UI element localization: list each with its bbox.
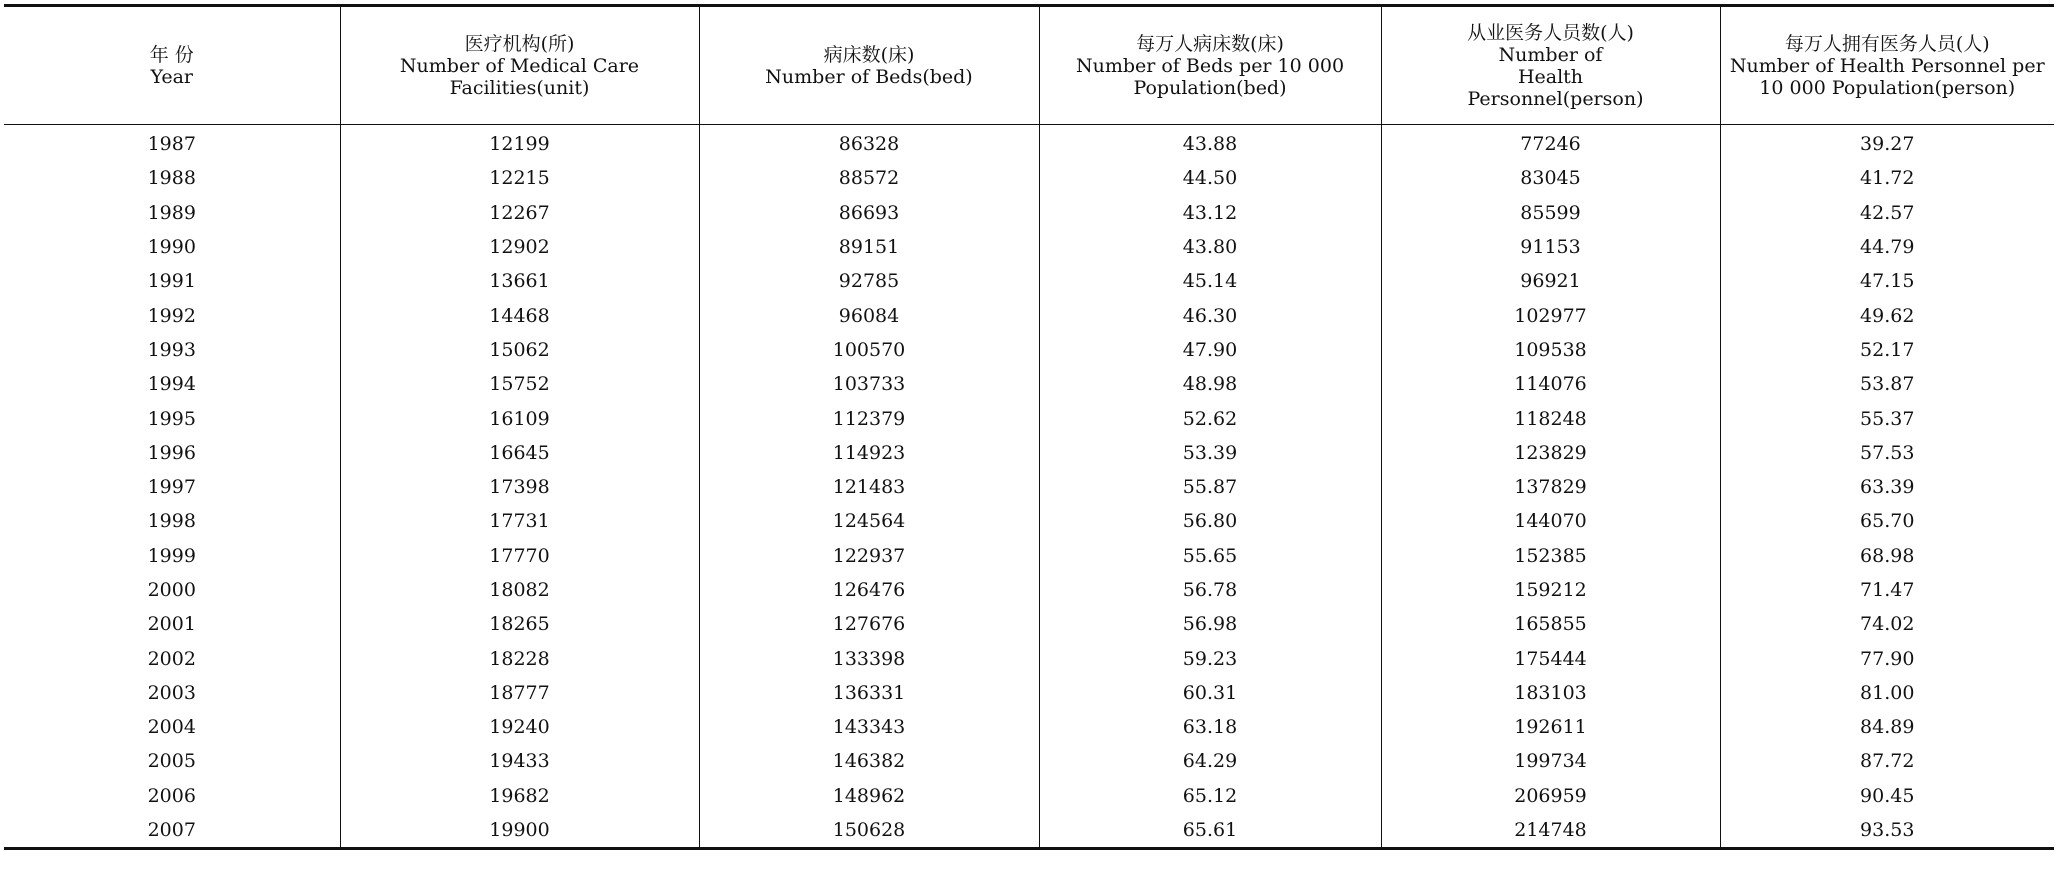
cell-facilities: 14468 <box>340 298 699 332</box>
cell-beds: 88572 <box>699 161 1039 195</box>
table-row <box>4 230 2054 264</box>
cell-year: 1994 <box>147 373 196 396</box>
table-body <box>4 125 2054 849</box>
cell-beds-per-10000: 45.14 <box>1039 264 1381 298</box>
table-row <box>4 744 2054 778</box>
table-row <box>4 573 2054 607</box>
cell-health-personnel: 123829 <box>1381 436 1720 470</box>
cell-personnel-per-10000: 84.89 <box>1720 710 2054 744</box>
table-row <box>4 813 2054 849</box>
cell-facilities: 15752 <box>340 367 699 401</box>
cell-year: 1995 <box>147 407 196 430</box>
cell-facilities: 16645 <box>340 436 699 470</box>
cell-beds-per-10000: 56.78 <box>1039 573 1381 607</box>
cell-beds: 133398 <box>699 641 1039 675</box>
cell-facilities: 19433 <box>340 744 699 778</box>
cell-personnel-per-10000: 77.90 <box>1720 641 2054 675</box>
cell-health-personnel: 159212 <box>1381 573 1720 607</box>
table-row <box>4 607 2054 641</box>
cell-year: 2007 <box>147 819 196 842</box>
cell-year: 1992 <box>147 304 196 327</box>
header-beds-per-10000 <box>1039 6 1381 125</box>
cell-year: 2004 <box>147 716 196 739</box>
cell-personnel-per-10000: 39.27 <box>1720 125 2054 162</box>
cell-year: 2006 <box>147 784 196 807</box>
cell-beds-per-10000: 46.30 <box>1039 298 1381 332</box>
cell-facilities: 12199 <box>340 125 699 162</box>
table-row <box>4 436 2054 470</box>
cell-year: 1993 <box>147 338 196 361</box>
cell-facilities: 19240 <box>340 710 699 744</box>
cell-facilities: 12215 <box>340 161 699 195</box>
header-year-zh: 年 份 <box>149 43 194 66</box>
cell-health-personnel: 85599 <box>1381 196 1720 230</box>
table-row <box>4 333 2054 367</box>
cell-beds-per-10000: 56.98 <box>1039 607 1381 641</box>
statistics-table <box>4 4 2054 850</box>
table-row <box>4 367 2054 401</box>
cell-beds-per-10000: 65.12 <box>1039 779 1381 813</box>
cell-facilities: 19900 <box>340 813 699 849</box>
cell-beds: 92785 <box>699 264 1039 298</box>
cell-personnel-per-10000: 74.02 <box>1720 607 2054 641</box>
header-beds-per-10000-en: Number of Beds per 10 000 Population(bed) <box>1075 54 1345 99</box>
cell-beds-per-10000: 55.87 <box>1039 470 1381 504</box>
cell-personnel-per-10000: 41.72 <box>1720 161 2054 195</box>
header-beds-per-10000-zh: 每万人病床数(床) <box>1136 32 1284 55</box>
cell-year: 1998 <box>147 510 196 533</box>
cell-beds: 150628 <box>699 813 1039 849</box>
cell-year: 2003 <box>147 681 196 704</box>
cell-beds: 122937 <box>699 539 1039 573</box>
cell-year: 1988 <box>147 167 196 190</box>
cell-beds-per-10000: 60.31 <box>1039 676 1381 710</box>
cell-beds-per-10000: 53.39 <box>1039 436 1381 470</box>
header-facilities-en: Number of Medical Care Facilities(unit) <box>399 54 640 99</box>
cell-facilities: 18228 <box>340 641 699 675</box>
header-facilities-zh: 医疗机构(所) <box>464 32 575 55</box>
cell-beds: 124564 <box>699 504 1039 538</box>
cell-year: 2000 <box>147 579 196 601</box>
cell-beds-per-10000: 48.98 <box>1039 367 1381 401</box>
header-personnel-per-10000-en: Number of Health Personnel per 10 000 Population(person) <box>1729 54 2045 99</box>
table-row <box>4 161 2054 195</box>
table-row <box>4 676 2054 710</box>
cell-facilities: 18265 <box>340 607 699 641</box>
header-beds <box>699 6 1039 125</box>
cell-beds-per-10000: 59.23 <box>1039 641 1381 675</box>
cell-beds: 136331 <box>699 676 1039 710</box>
header-beds-zh: 病床数(床) <box>823 43 915 66</box>
cell-beds: 127676 <box>699 607 1039 641</box>
cell-beds: 146382 <box>699 744 1039 778</box>
cell-beds-per-10000: 47.90 <box>1039 333 1381 367</box>
cell-facilities: 12267 <box>340 196 699 230</box>
cell-health-personnel: 83045 <box>1381 161 1720 195</box>
cell-beds: 121483 <box>699 470 1039 504</box>
cell-year: 1997 <box>147 476 196 499</box>
cell-health-personnel: 102977 <box>1381 298 1720 332</box>
cell-health-personnel: 183103 <box>1381 676 1720 710</box>
cell-personnel-per-10000: 49.62 <box>1720 298 2054 332</box>
header-row <box>4 6 2054 125</box>
cell-health-personnel: 77246 <box>1381 125 1720 162</box>
table-row <box>4 125 2054 162</box>
cell-beds-per-10000: 52.62 <box>1039 401 1381 435</box>
cell-personnel-per-10000: 42.57 <box>1720 196 2054 230</box>
cell-beds: 103733 <box>699 367 1039 401</box>
cell-beds-per-10000: 63.18 <box>1039 710 1381 744</box>
cell-facilities: 13661 <box>340 264 699 298</box>
table-row <box>4 779 2054 813</box>
cell-beds-per-10000: 65.61 <box>1039 813 1381 849</box>
cell-beds-per-10000: 55.65 <box>1039 539 1381 573</box>
cell-facilities: 12902 <box>340 230 699 264</box>
header-health-personnel-zh: 从业医务人员数(人) <box>1467 21 1634 44</box>
cell-facilities: 19682 <box>340 779 699 813</box>
table-row <box>4 470 2054 504</box>
cell-beds-per-10000: 43.12 <box>1039 196 1381 230</box>
cell-beds: 126476 <box>699 573 1039 607</box>
table-row <box>4 504 2054 538</box>
cell-personnel-per-10000: 55.37 <box>1720 401 2054 435</box>
cell-beds: 86693 <box>699 196 1039 230</box>
cell-beds: 112379 <box>699 401 1039 435</box>
cell-year: 1996 <box>147 441 196 464</box>
header-facilities <box>340 6 699 125</box>
cell-beds-per-10000: 56.80 <box>1039 504 1381 538</box>
cell-health-personnel: 118248 <box>1381 401 1720 435</box>
cell-beds: 148962 <box>699 779 1039 813</box>
cell-beds: 96084 <box>699 298 1039 332</box>
cell-personnel-per-10000: 81.00 <box>1720 676 2054 710</box>
cell-health-personnel: 96921 <box>1381 264 1720 298</box>
cell-facilities: 16109 <box>340 401 699 435</box>
cell-health-personnel: 144070 <box>1381 504 1720 538</box>
header-year-en: Year <box>150 65 194 88</box>
cell-personnel-per-10000: 87.72 <box>1720 744 2054 778</box>
cell-health-personnel: 152385 <box>1381 539 1720 573</box>
table-row <box>4 710 2054 744</box>
header-personnel-per-10000 <box>1720 6 2054 125</box>
cell-health-personnel: 192611 <box>1381 710 1720 744</box>
cell-personnel-per-10000: 65.70 <box>1720 504 2054 538</box>
table-row <box>4 298 2054 332</box>
cell-year: 2002 <box>147 647 196 670</box>
cell-year: 2005 <box>147 750 196 773</box>
cell-health-personnel: 214748 <box>1381 813 1720 849</box>
cell-personnel-per-10000: 68.98 <box>1720 539 2054 573</box>
cell-health-personnel: 175444 <box>1381 641 1720 675</box>
cell-facilities: 18082 <box>340 573 699 607</box>
header-health-personnel <box>1381 6 1720 125</box>
cell-personnel-per-10000: 44.79 <box>1720 230 2054 264</box>
cell-year: 1989 <box>147 201 196 224</box>
cell-facilities: 17731 <box>340 504 699 538</box>
table-row <box>4 264 2054 298</box>
cell-personnel-per-10000: 52.17 <box>1720 333 2054 367</box>
cell-year: 1987 <box>147 133 196 156</box>
cell-personnel-per-10000: 63.39 <box>1720 470 2054 504</box>
cell-facilities: 17398 <box>340 470 699 504</box>
table-row <box>4 641 2054 675</box>
cell-health-personnel: 199734 <box>1381 744 1720 778</box>
table-header <box>4 6 2054 125</box>
cell-health-personnel: 109538 <box>1381 333 1720 367</box>
cell-beds-per-10000: 44.50 <box>1039 161 1381 195</box>
cell-personnel-per-10000: 93.53 <box>1720 813 2054 849</box>
cell-beds: 114923 <box>699 436 1039 470</box>
cell-year: 1991 <box>147 270 196 293</box>
table-row <box>4 196 2054 230</box>
cell-health-personnel: 165855 <box>1381 607 1720 641</box>
cell-facilities: 15062 <box>340 333 699 367</box>
cell-personnel-per-10000: 53.87 <box>1720 367 2054 401</box>
cell-health-personnel: 114076 <box>1381 367 1720 401</box>
cell-personnel-per-10000: 47.15 <box>1720 264 2054 298</box>
header-year <box>4 6 340 125</box>
cell-year: 2001 <box>147 613 196 636</box>
cell-beds: 89151 <box>699 230 1039 264</box>
cell-personnel-per-10000: 71.47 <box>1720 573 2054 607</box>
cell-year: 1990 <box>147 236 196 259</box>
cell-facilities: 18777 <box>340 676 699 710</box>
cell-personnel-per-10000: 90.45 <box>1720 779 2054 813</box>
header-beds-en: Number of Beds(bed) <box>765 65 973 88</box>
cell-health-personnel: 91153 <box>1381 230 1720 264</box>
cell-beds: 86328 <box>699 125 1039 162</box>
cell-year: 1999 <box>147 544 196 567</box>
cell-beds-per-10000: 43.80 <box>1039 230 1381 264</box>
header-personnel-per-10000-zh: 每万人拥有医务人员(人) <box>1784 32 1990 55</box>
cell-facilities: 17770 <box>340 539 699 573</box>
cell-beds: 143343 <box>699 710 1039 744</box>
cell-health-personnel: 206959 <box>1381 779 1720 813</box>
cell-health-personnel: 137829 <box>1381 470 1720 504</box>
cell-beds-per-10000: 64.29 <box>1039 744 1381 778</box>
header-health-personnel-en: Number of Health Personnel(person) <box>1467 43 1644 110</box>
table-row <box>4 401 2054 435</box>
cell-personnel-per-10000: 57.53 <box>1720 436 2054 470</box>
cell-beds: 100570 <box>699 333 1039 367</box>
cell-beds-per-10000: 43.88 <box>1039 125 1381 162</box>
table-row <box>4 539 2054 573</box>
